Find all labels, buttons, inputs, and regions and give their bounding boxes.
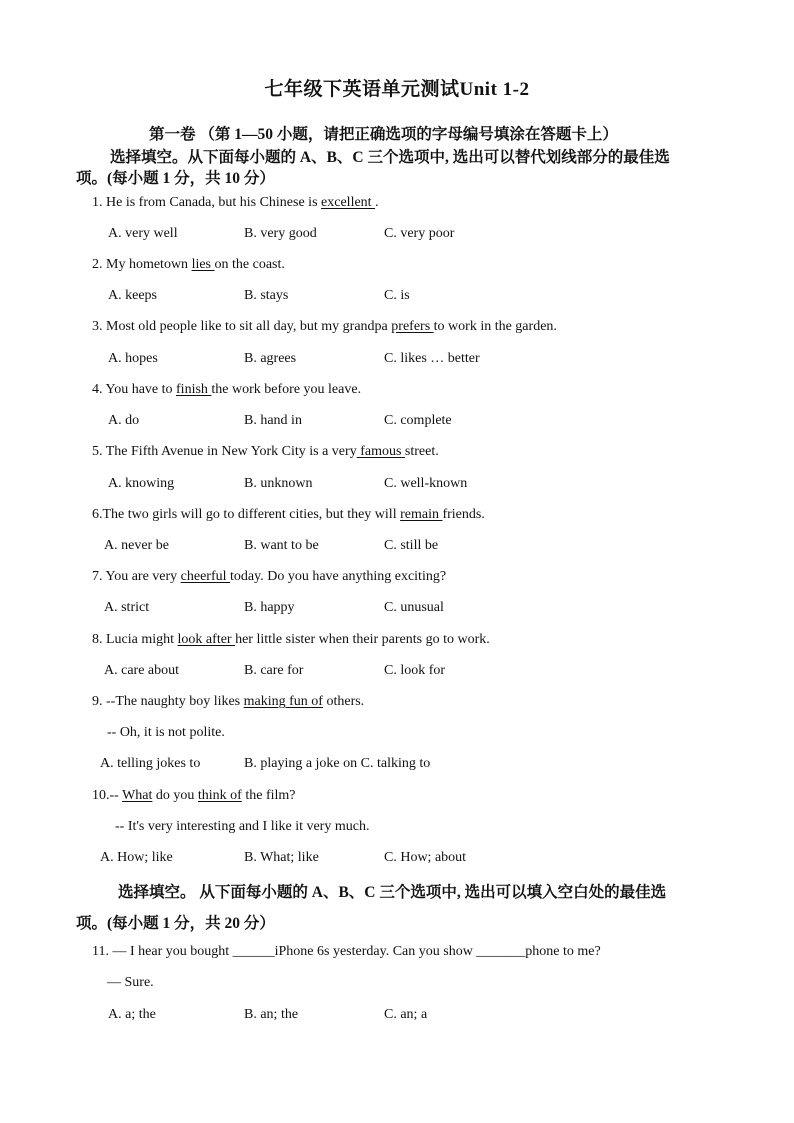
q1-option-c: C. very poor bbox=[384, 226, 455, 241]
q10-option-a: A. How; like bbox=[100, 850, 173, 865]
q7-option-a: A. strict bbox=[104, 600, 150, 615]
paper-header: 第一卷 （第 1—50 小题，请把正确选项的字母编号填涂在答题卡上） bbox=[149, 126, 618, 143]
question-1: 1. He is from Canada, but his Chinese is excellent . bbox=[92, 195, 379, 210]
underlined-word: look after bbox=[177, 632, 236, 647]
question-10: 10.-- What do you think of the film? bbox=[92, 788, 296, 803]
q5-option-b: B. unknown bbox=[244, 476, 313, 491]
q4-option-a: A. do bbox=[108, 413, 140, 428]
q6-option-c: C. still be bbox=[384, 538, 439, 553]
underlined-word: excellent bbox=[321, 195, 376, 210]
q10-option-b: B. What; like bbox=[244, 850, 319, 865]
q6-option-b: B. want to be bbox=[244, 538, 319, 553]
underlined-word: cheerful bbox=[180, 569, 231, 584]
underlined-word: famous bbox=[356, 444, 405, 459]
q4-option-c: C. complete bbox=[384, 413, 452, 428]
question-9: 9. --The naughty boy likes making fun of others. bbox=[92, 694, 365, 709]
q3-option-a: A. hopes bbox=[108, 351, 158, 366]
q10-option-c: C. How; about bbox=[384, 850, 467, 865]
q9-option-b: B. playing a joke on C. talking to bbox=[244, 756, 431, 771]
q11-option-b: B. an; the bbox=[244, 1007, 299, 1022]
q1-option-b: B. very good bbox=[244, 226, 317, 241]
question-2: 2. My hometown lies on the coast. bbox=[92, 257, 285, 272]
q11-reply: — Sure. bbox=[107, 975, 154, 990]
q1-option-a: A. very well bbox=[108, 226, 178, 241]
section2-instruction-line2: 项。(每小题 1 分，共 20 分） bbox=[76, 915, 275, 932]
question-4: 4. You have to finish the work before you leave. bbox=[92, 382, 362, 397]
section2-instruction-line1: 选择填空。 从下面每小题的 A、B、C 三个选项中, 选出可以填入空白处的最佳选 bbox=[118, 884, 667, 901]
q2-option-a: A. keeps bbox=[108, 288, 157, 303]
q2-option-b: B. stays bbox=[244, 288, 289, 303]
q3-option-c: C. likes … better bbox=[384, 351, 480, 366]
q9-option-a: A. telling jokes to bbox=[100, 756, 201, 771]
q8-option-c: C. look for bbox=[384, 663, 446, 678]
question-3: 3. Most old people like to sit all day, but my grandpa prefers to work in the garden. bbox=[92, 319, 557, 334]
underlined-word: prefers bbox=[391, 319, 434, 334]
q10-reply: -- It's very interesting and I like it very much. bbox=[115, 819, 370, 834]
question-6: 6.The two girls will go to different cities, but they will remain friends. bbox=[92, 507, 485, 522]
section1-instruction-line2: 项。(每小题 1 分，共 10 分） bbox=[76, 170, 275, 187]
q9-reply: -- Oh, it is not polite. bbox=[107, 725, 225, 740]
underlined-word: making fun of bbox=[243, 694, 323, 709]
q11-option-a: A. a; the bbox=[108, 1007, 156, 1022]
q5-option-c: C. well-known bbox=[384, 476, 468, 491]
q7-option-c: C. unusual bbox=[384, 600, 444, 615]
underlined-word: remain bbox=[400, 507, 443, 522]
page-title: 七年级下英语单元测试Unit 1-2 bbox=[264, 79, 530, 100]
underlined-word: What bbox=[122, 788, 153, 803]
q8-option-b: B. care for bbox=[244, 663, 304, 678]
underlined-word: think of bbox=[197, 788, 242, 803]
question-8: 8. Lucia might look after her little sister when their parents go to work. bbox=[92, 632, 490, 647]
question-7: 7. You are very cheerful today. Do you have anything exciting? bbox=[92, 569, 447, 584]
q6-option-a: A. never be bbox=[104, 538, 169, 553]
question-5: 5. The Fifth Avenue in New York City is a very famous street. bbox=[92, 444, 439, 459]
q5-option-a: A. knowing bbox=[108, 476, 175, 491]
q2-option-c: C. is bbox=[384, 288, 410, 303]
q3-option-b: B. agrees bbox=[244, 351, 297, 366]
q4-option-b: B. hand in bbox=[244, 413, 302, 428]
q8-option-a: A. care about bbox=[104, 663, 180, 678]
q11-option-c: C. an; a bbox=[384, 1007, 428, 1022]
question-11: 11. — I hear you bought ______iPhone 6s yesterday. Can you show _______phone to me? bbox=[92, 944, 601, 959]
underlined-word: lies bbox=[191, 257, 215, 272]
underlined-word: finish bbox=[176, 382, 212, 397]
q7-option-b: B. happy bbox=[244, 600, 295, 615]
section1-instruction-line1: 选择填空。从下面每小题的 A、B、C 三个选项中, 选出可以替代划线部分的最佳选 bbox=[110, 149, 670, 166]
